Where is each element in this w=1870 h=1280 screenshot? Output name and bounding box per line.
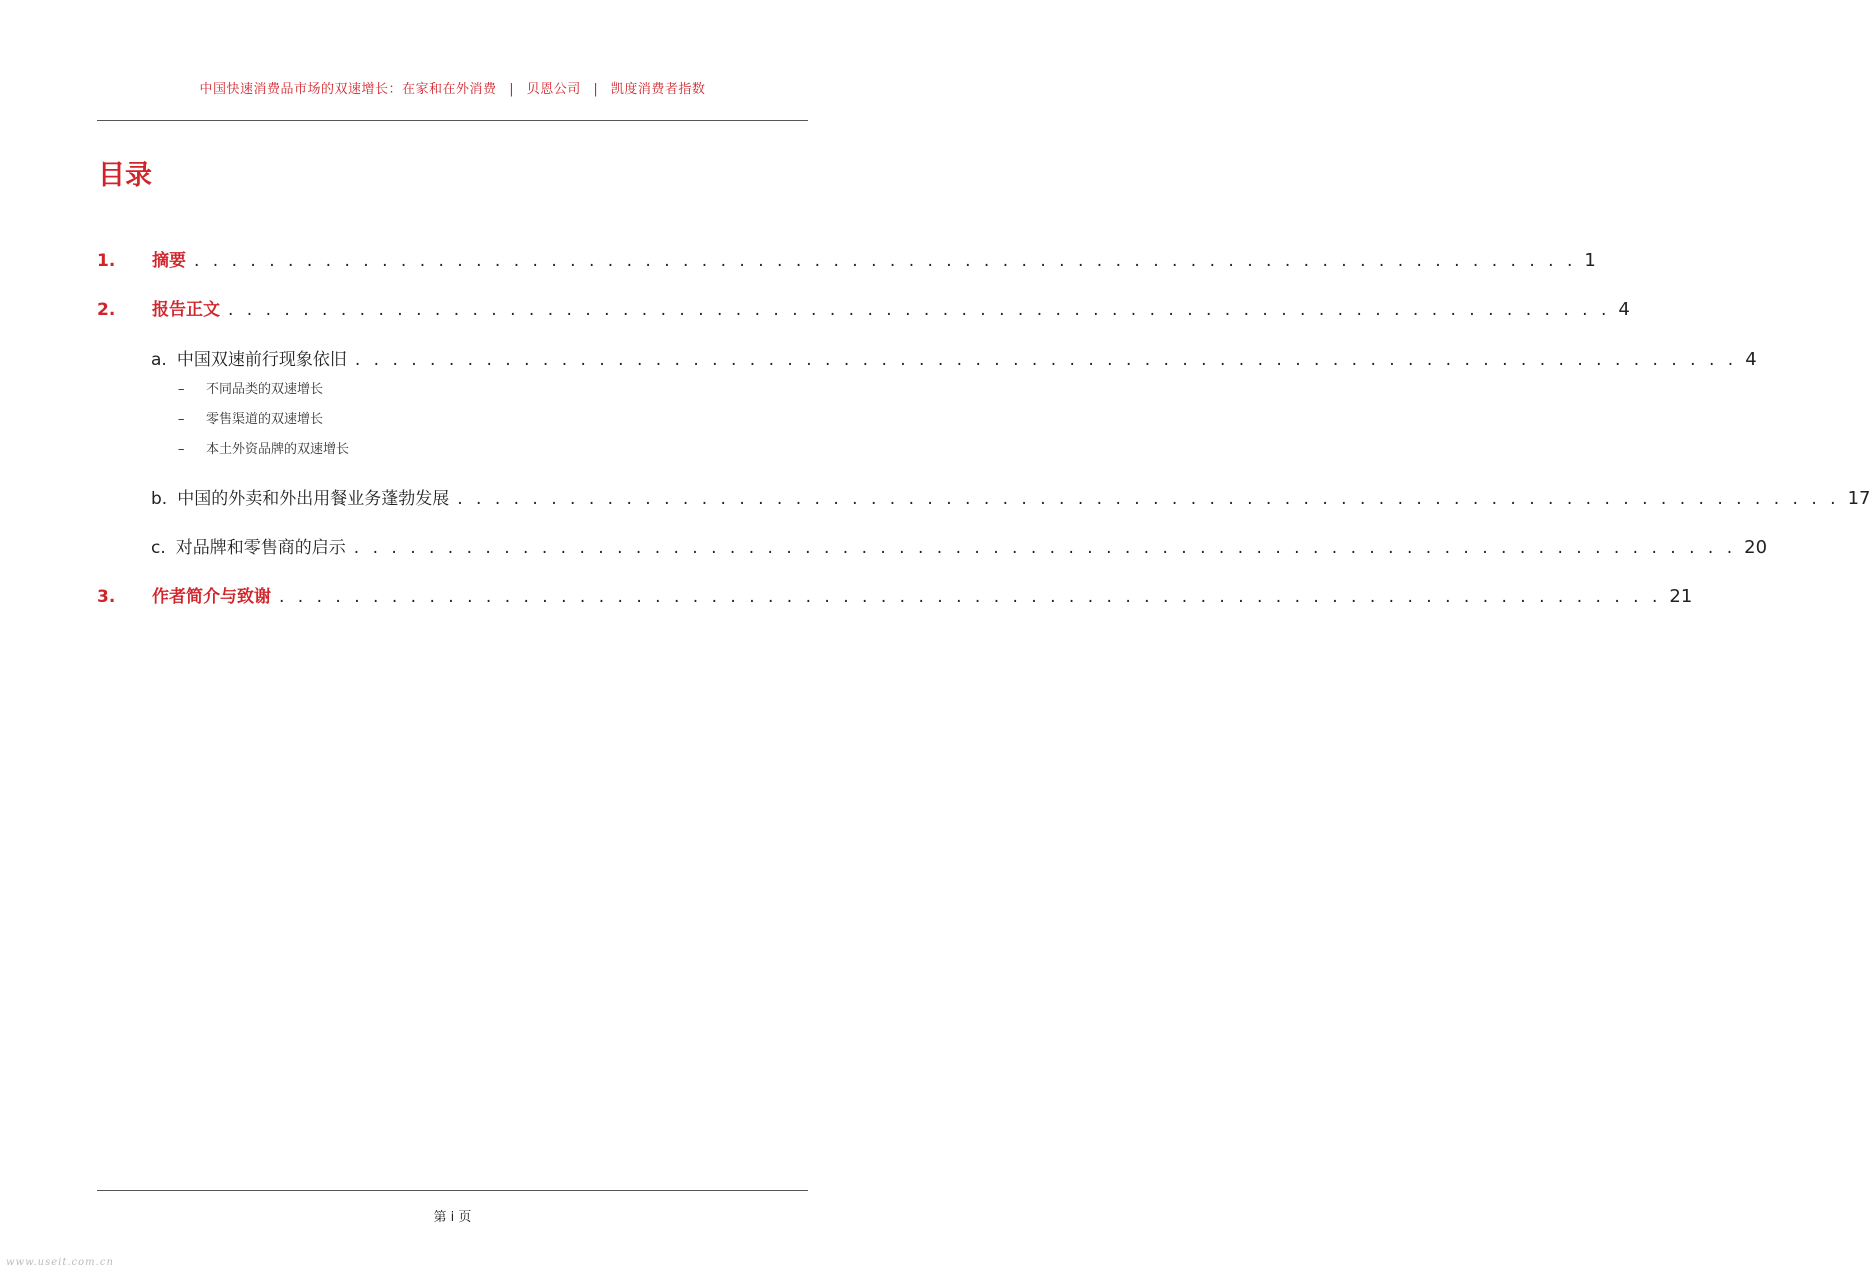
footer-divider <box>97 1190 808 1191</box>
header-title: 中国快速消费品市场的双速增长：在家和在外消费 <box>199 82 497 97</box>
toc-subentry-letter: b. <box>151 489 168 509</box>
dot-leader: . . . . . . . . . . . . . . . . . . . . . . . . . . . . . . . . . . . . . . . . . . . . . . . . . . . . . . . . . . . . . . . . . . . . . . . . . . <box>457 489 1840 509</box>
toc-entry-authors[interactable] <box>97 582 1693 607</box>
toc-entry-number: 2. <box>97 300 116 320</box>
toc-entry-label: 摘要 <box>152 251 186 271</box>
page-number: 第 i 页 <box>433 1210 472 1225</box>
dot-leader: . . . . . . . . . . . . . . . . . . . . . . . . . . . . . . . . . . . . . . . . . . . . . . . . . . . . . . . . . . . . . . . . . . . . . . . . . . <box>354 350 1738 370</box>
header-divider <box>97 120 808 121</box>
toc-entry-number: 1. <box>97 251 116 271</box>
toc-subentry-letter: a. <box>151 350 167 370</box>
toc-subentry-c[interactable] <box>151 533 1768 558</box>
toc-entry-number: 3. <box>97 587 116 607</box>
dot-leader: . . . . . . . . . . . . . . . . . . . . . . . . . . . . . . . . . . . . . . . . . . . . . . . . . . . . . . . . . . . . . . . . . . . . . . . . . . <box>194 251 1577 271</box>
toc-subentry-letter: c. <box>151 538 166 558</box>
toc-bullet-label: 零售渠道的双速增长 <box>206 412 324 427</box>
toc-bullet-label: 本土外资品牌的双速增长 <box>206 442 350 457</box>
toc-subentry-label: 对品牌和零售商的启示 <box>175 538 346 558</box>
toc-entry-page: 4 <box>1618 299 1630 320</box>
dash-bullet: – <box>178 442 185 457</box>
toc-subentry-page: 4 <box>1745 349 1757 370</box>
dash-bullet: – <box>178 412 185 427</box>
toc-bullet-label: 不同品类的双速增长 <box>206 382 324 397</box>
dot-leader: . . . . . . . . . . . . . . . . . . . . . . . . . . . . . . . . . . . . . . . . . . . . . . . . . . . . . . . . . . . . . . . . . . . . . . . . . . <box>353 538 1737 558</box>
dot-leader: . . . . . . . . . . . . . . . . . . . . . . . . . . . . . . . . . . . . . . . . . . . . . . . . . . . . . . . . . . . . . . . . . . . . . . . . . . <box>279 587 1662 607</box>
toc-entry-label: 作者简介与致谢 <box>152 587 271 607</box>
page-title: 目录 <box>98 160 152 191</box>
toc-subentry-page: 17 <box>1847 488 1870 509</box>
toc-bullet-item[interactable] <box>178 438 349 457</box>
toc-entry-page: 1 <box>1584 250 1596 271</box>
toc-subentry-a[interactable] <box>151 345 1757 370</box>
header-company: 贝恩公司 <box>526 82 581 97</box>
running-header <box>97 78 808 97</box>
toc-entry-summary[interactable] <box>97 246 1596 271</box>
toc-subentry-label: 中国双速前行现象依旧 <box>176 350 347 370</box>
toc-bullet-item[interactable] <box>178 378 323 397</box>
header-separator: | <box>509 82 515 97</box>
toc-subentry-label: 中国的外卖和外出用餐业务蓬勃发展 <box>177 489 450 509</box>
toc-bullet-item[interactable] <box>178 408 323 427</box>
toc-entry-report-body[interactable] <box>97 295 1630 320</box>
watermark: www.useit.com.cn <box>6 1257 114 1268</box>
dash-bullet: – <box>178 382 185 397</box>
toc-entry-label: 报告正文 <box>152 300 220 320</box>
header-separator: | <box>593 82 599 97</box>
toc-subentry-b[interactable] <box>151 484 1870 509</box>
header-index: 凯度消费者指数 <box>610 82 706 97</box>
dot-leader: . . . . . . . . . . . . . . . . . . . . . . . . . . . . . . . . . . . . . . . . . . . . . . . . . . . . . . . . . . . . . . . . . . . . . . . . . . <box>228 300 1611 320</box>
toc-subentry-page: 20 <box>1744 537 1768 558</box>
toc-entry-page: 21 <box>1669 586 1693 607</box>
